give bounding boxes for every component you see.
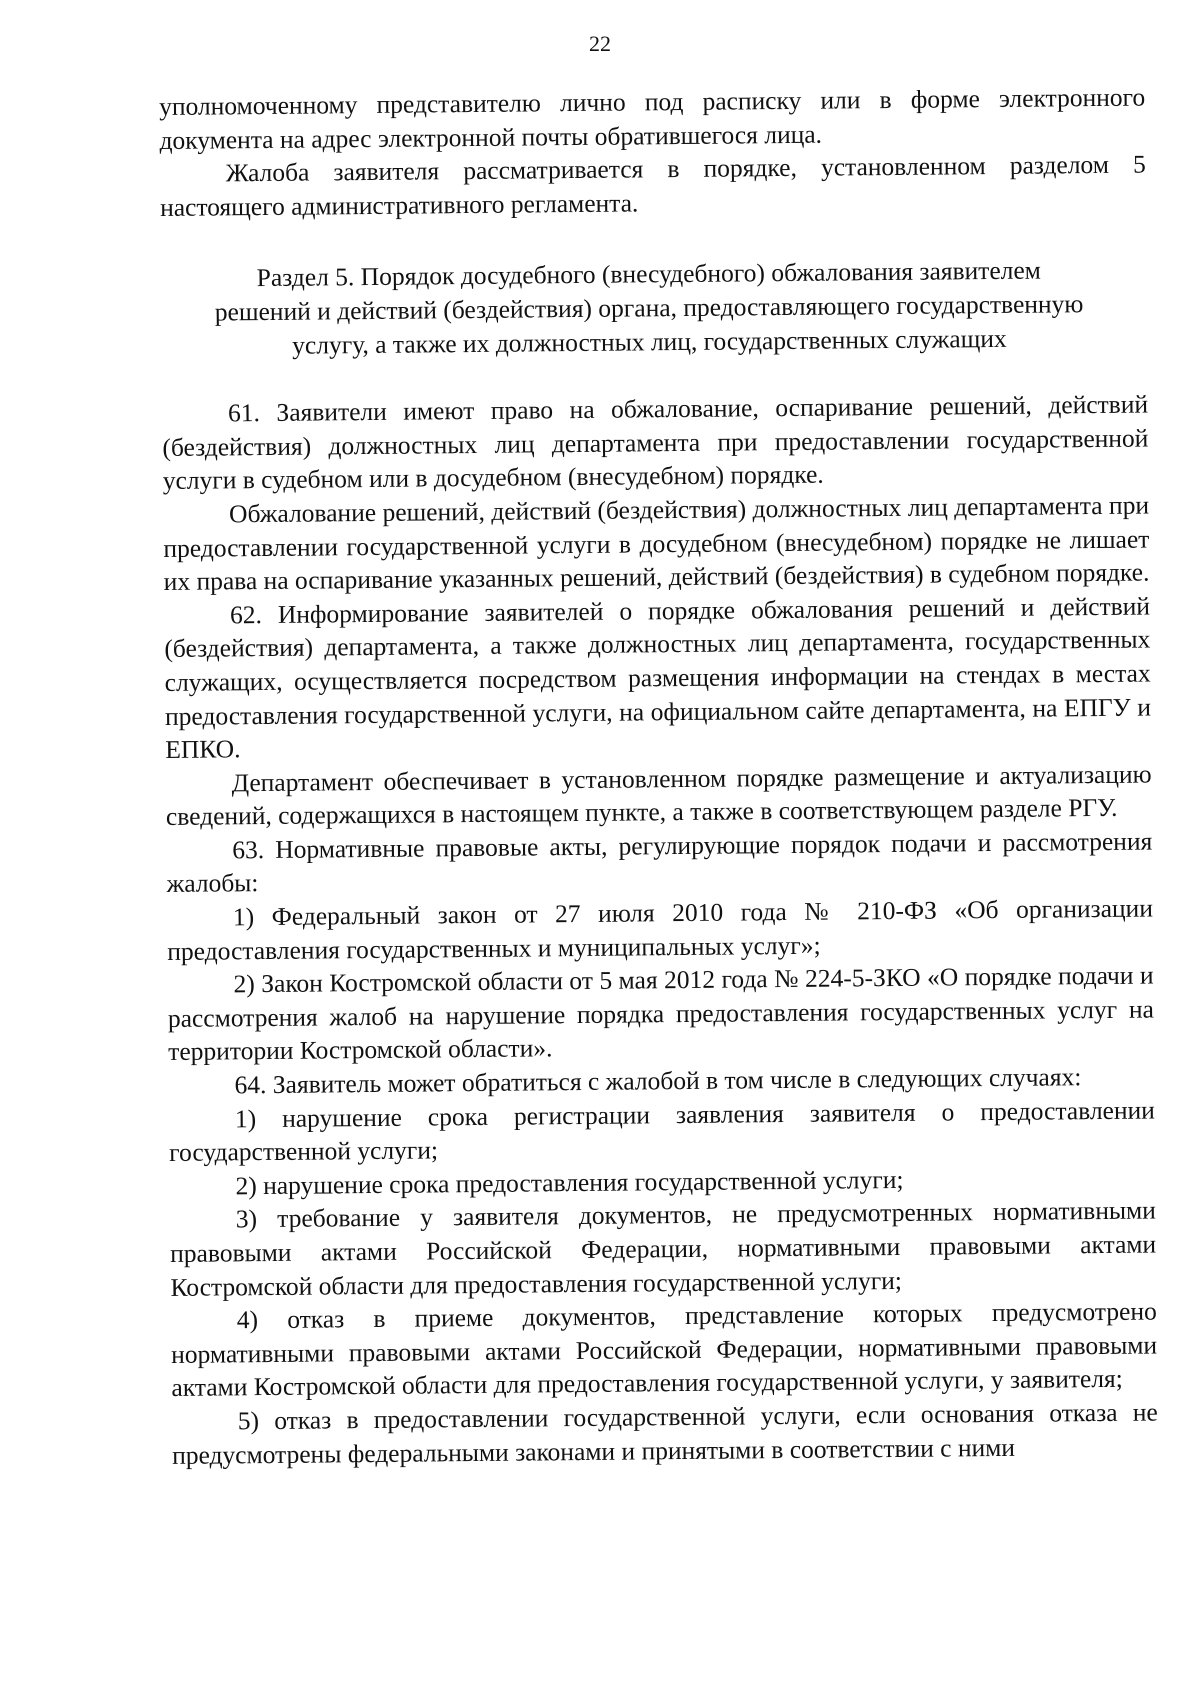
list-item: 2) нарушение срока предоставления государственной услуги; bbox=[235, 1164, 904, 1201]
list-item: 5) отказ в предоставлении государственной услуги, если основания отказа не предусмотрены федеральными законами и принятыми в соответствии с ними bbox=[171, 1397, 1158, 1470]
section-heading-line: решений и действий (бездействия) органа, предоставляющего государственную bbox=[214, 289, 1084, 327]
paragraph: Департамент обеспечивает в установленном порядке размещение и актуализацию сведений, содержащихся в настоящем пункте, а также в соответствующем разделе РГУ. bbox=[165, 759, 1152, 832]
list-item: 1) Федеральный закон от 27 июля 2010 года № 210-ФЗ «Об организации предоставления государственных и муниципальных услуг»; bbox=[167, 893, 1154, 966]
paragraph-63: 63. Нормативные правовые акты, регулирующие порядок подачи и рассмотрения жалобы: bbox=[166, 826, 1153, 899]
page-number: 22 bbox=[589, 31, 611, 56]
paragraph: Жалоба заявителя рассматривается в порядке, установленном разделом 5 настоящего административного регламента. bbox=[159, 149, 1146, 222]
paragraph: Обжалование решений, действий (бездействия) должностных лиц департамента при предоставлении государственной услуги в досудебном (внесудебном) порядке не лишает их права на оспаривание указанных решений, действий (бездействия) в судебном порядке. bbox=[163, 490, 1150, 597]
paragraph-continuation: уполномоченному представителю лично под расписку или в форме электронного документа на адрес электронной почты обратившегося лица. bbox=[159, 82, 1146, 155]
paragraph-62: 62. Информирование заявителей о порядке обжалования решений и действий (бездействия) департамента, а также должностных лиц департамента, государственных служащих, осуществляется посредством размещения информации на стендах в местах предоставления государственной услуги, на официальном сайте департамента, на ЕПГУ и ЕПКО. bbox=[164, 591, 1152, 765]
paragraph-61: 61. Заявители имеют право на обжалование, оспаривание решений, действий (бездействия) должностных лиц департамента при предоставлении государственной услуги в судебном или в досудебном (внесудебном) порядке. bbox=[162, 389, 1149, 496]
section-heading-line: услугу, а также их должностных лиц, государственных служащих bbox=[292, 323, 1007, 360]
list-item: 1) нарушение срока регистрации заявления заявителя о предоставлении государственной услуги; bbox=[169, 1095, 1155, 1168]
list-item: 3) требование у заявителя документов, не предусмотренных нормативными правовыми актами Российской Федерации, нормативными правовыми актами Костромской области для предоставления государственной услуги; bbox=[170, 1195, 1157, 1302]
list-item: 2) Закон Костромской области от 5 мая 2012 года № 224-5-ЗКО «О порядке подачи и рассмотрения жалоб на нарушение порядка предоставления государственных услуг на территории Костромской области». bbox=[167, 960, 1155, 1067]
section-heading-line: Раздел 5. Порядок досудебного (внесудебного) обжалования заявителем bbox=[256, 255, 1042, 293]
document-body bbox=[159, 81, 1158, 1473]
paragraph-64: 64. Заявитель может обратиться с жалобой в том числе в следующих случаях: bbox=[234, 1062, 1082, 1100]
list-item: 4) отказ в приеме документов, представление которых предусмотрено нормативными правовыми актами Российской Федерации, нормативными правовыми актами Костромской области для предоставления государственной услуги, у заявителя; bbox=[170, 1296, 1158, 1403]
section-heading bbox=[171, 253, 1128, 363]
